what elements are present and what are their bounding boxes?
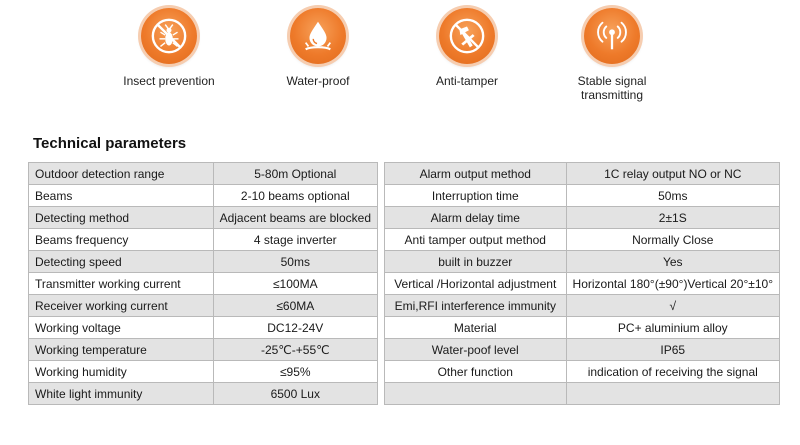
- feature-label: Stable signal transmitting: [577, 74, 647, 102]
- param-value: 6500 Lux: [213, 383, 377, 405]
- table-row: [385, 207, 780, 229]
- table-row: [385, 229, 780, 251]
- param-value: DC12-24V: [213, 317, 377, 339]
- param-name: Emi,RFI interference immunity: [385, 295, 567, 317]
- param-name: Outdoor detection range: [29, 163, 214, 185]
- table-row: [29, 361, 378, 383]
- table-row: [385, 317, 780, 339]
- param-value: indication of receiving the signal: [566, 361, 779, 383]
- param-value: 2-10 beams optional: [213, 185, 377, 207]
- param-value: IP65: [566, 339, 779, 361]
- table-row: [29, 207, 378, 229]
- param-value: ≤95%: [213, 361, 377, 383]
- feature-icons-row: [0, 0, 800, 110]
- param-name: White light immunity: [29, 383, 214, 405]
- param-value: ≤100MA: [213, 273, 377, 295]
- param-name: Beams frequency: [29, 229, 214, 251]
- table-row: [29, 273, 378, 295]
- table-row: [29, 251, 378, 273]
- water-drop-icon: [290, 8, 346, 64]
- insect-icon: [141, 8, 197, 64]
- table-row: [385, 339, 780, 361]
- param-value: Adjacent beams are blocked: [213, 207, 377, 229]
- table-row: [29, 163, 378, 185]
- param-value: 2±1S: [566, 207, 779, 229]
- param-name: Beams: [29, 185, 214, 207]
- param-value: 4 stage inverter: [213, 229, 377, 251]
- param-name: Alarm delay time: [385, 207, 567, 229]
- parameters-table-right: [384, 162, 780, 405]
- param-value: Normally Close: [566, 229, 779, 251]
- param-name: Other function: [385, 361, 567, 383]
- feature-stable-signal: [532, 8, 692, 102]
- table-row: [29, 229, 378, 251]
- param-value: 50ms: [566, 185, 779, 207]
- feature-label: Water-proof: [286, 74, 350, 88]
- feature-insect-prevention: [89, 8, 249, 88]
- param-value: Yes: [566, 251, 779, 273]
- table-row: [385, 163, 780, 185]
- table-row: [385, 295, 780, 317]
- param-name: Detecting speed: [29, 251, 214, 273]
- table-row: [29, 185, 378, 207]
- param-value: 5-80m Optional: [213, 163, 377, 185]
- param-name: [385, 383, 567, 405]
- table-row: [385, 383, 780, 405]
- param-name: Alarm output method: [385, 163, 567, 185]
- param-name: Vertical /Horizontal adjustment: [385, 273, 567, 295]
- param-value: [566, 383, 779, 405]
- table-row: [385, 251, 780, 273]
- feature-label: Anti-tamper: [435, 74, 499, 88]
- param-name: Transmitter working current: [29, 273, 214, 295]
- param-name: Interruption time: [385, 185, 567, 207]
- param-name: Water-poof level: [385, 339, 567, 361]
- table-row: [29, 295, 378, 317]
- table-row: [29, 339, 378, 361]
- table-row: [385, 361, 780, 383]
- anti-tamper-icon: [439, 8, 495, 64]
- signal-icon: [584, 8, 640, 64]
- param-value: -25℃-+55℃: [213, 339, 377, 361]
- param-name: Detecting method: [29, 207, 214, 229]
- param-value: √: [566, 295, 779, 317]
- table-row: [29, 317, 378, 339]
- table-row: [29, 383, 378, 405]
- param-name: Working temperature: [29, 339, 214, 361]
- feature-anti-tamper: [387, 8, 547, 88]
- param-value: PC+ aluminium alloy: [566, 317, 779, 339]
- param-name: Receiver working current: [29, 295, 214, 317]
- param-name: built in buzzer: [385, 251, 567, 273]
- parameters-table-left: [28, 162, 378, 405]
- param-name: Anti tamper output method: [385, 229, 567, 251]
- param-value: Horizontal 180°(±90°)Vertical 20°±10°: [566, 273, 779, 295]
- table-row: [385, 273, 780, 295]
- param-name: Working humidity: [29, 361, 214, 383]
- feature-water-proof: [238, 8, 398, 88]
- param-value: 50ms: [213, 251, 377, 273]
- param-name: Working voltage: [29, 317, 214, 339]
- feature-label: Insect prevention: [123, 74, 215, 88]
- param-value: ≤60MA: [213, 295, 377, 317]
- table-row: [385, 185, 780, 207]
- param-value: 1C relay output NO or NC: [566, 163, 779, 185]
- param-name: Material: [385, 317, 567, 339]
- section-title: Technical parameters: [33, 135, 187, 152]
